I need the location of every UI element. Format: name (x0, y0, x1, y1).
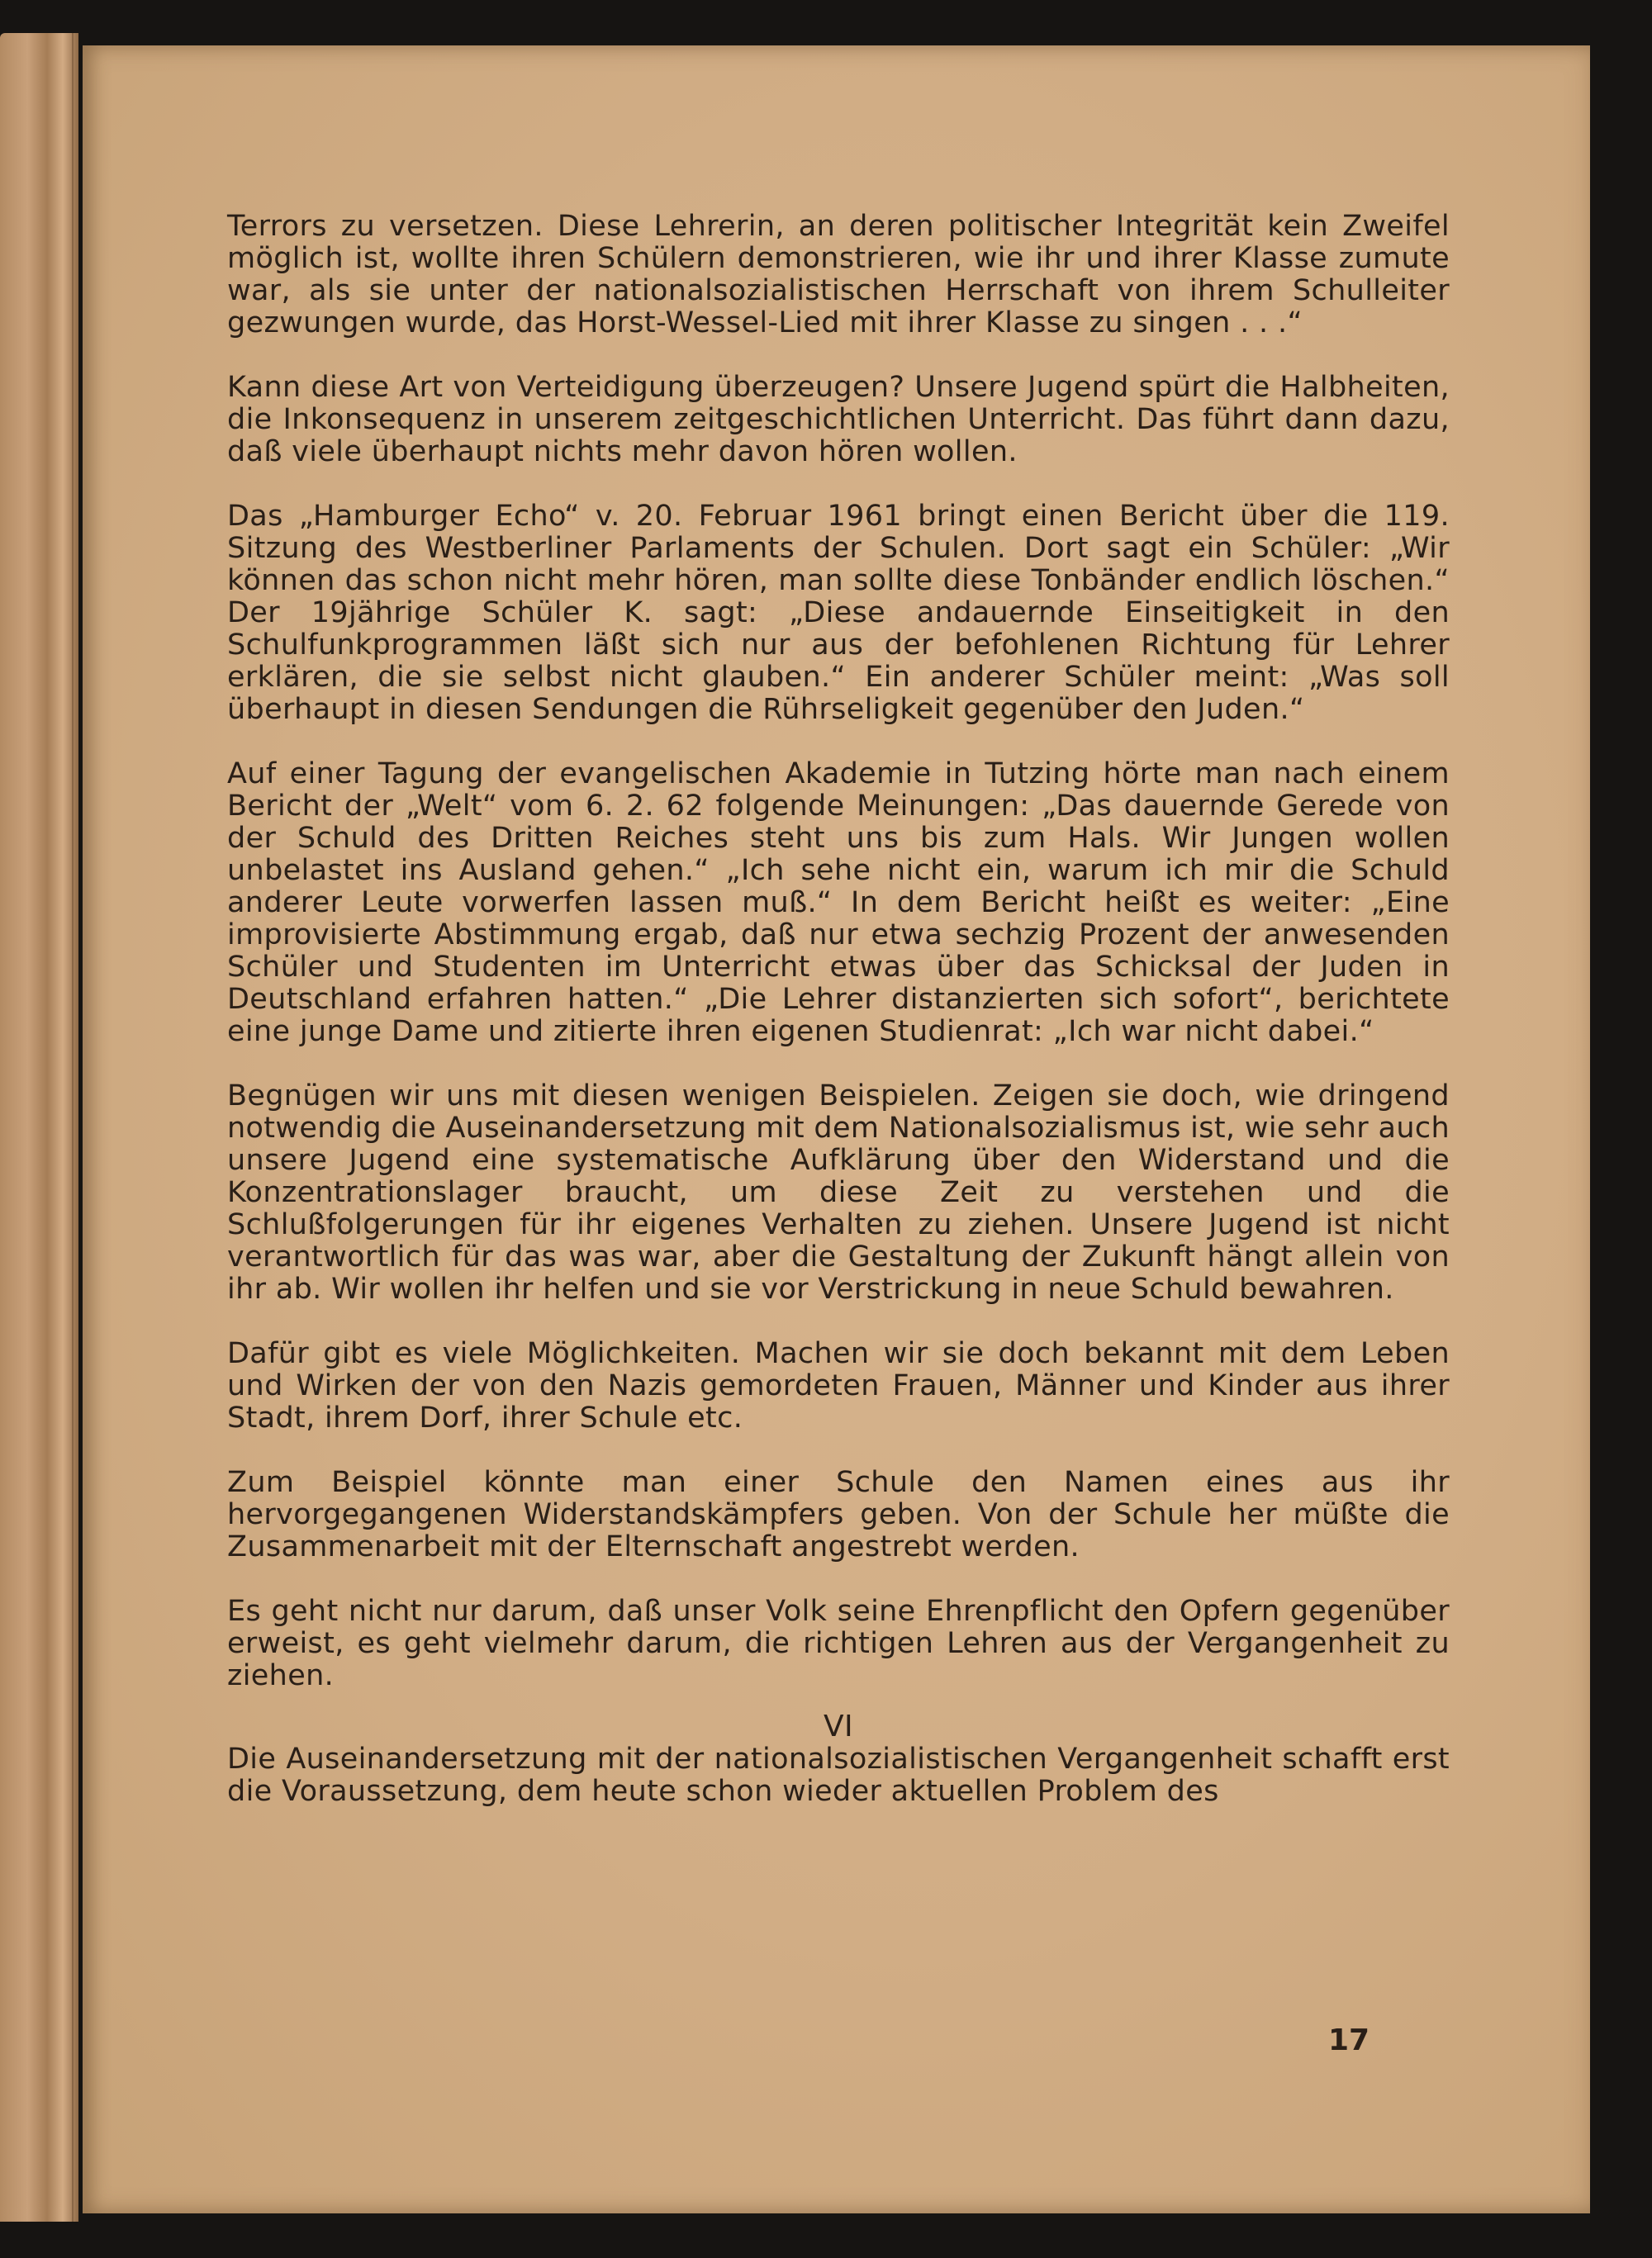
paragraph: Es geht nicht nur darum, daß unser Volk seine Ehrenpflicht den Opfern gegenüber erweist, es geht vielmehr darum, die richtigen Lehren aus der Vergangenheit zu ziehen. (227, 1595, 1450, 1692)
paragraph: Begnügen wir uns mit diesen wenigen Beispielen. Zeigen sie doch, wie dringend notwendig die Auseinandersetzung mit dem Nationalsozialismus ist, wie sehr auch unsere Jugend eine systematische Aufklärung über den Widerstand und die Konzentrationslager braucht, um diese Zeit zu verstehen und die Schlußfolgerungen für ihr eigenes Verhalten zu ziehen. Unsere Jugend ist nicht verantwortlich für das was war, aber die Gestaltung der Zukunft hängt allein von ihr ab. Wir wollen ihr helfen und sie vor Verstrickung in neue Schuld bewahren. (227, 1079, 1450, 1306)
page-number: 17 (1328, 2023, 1370, 2057)
body-text (227, 211, 1450, 1808)
book-spine-edge (0, 33, 78, 2222)
paragraph: Zum Beispiel könnte man einer Schule den Namen eines aus ihr hervorgegangenen Widerstandskämpfers geben. Von der Schule her müßte die Zusammenarbeit mit der Elternschaft angestrebt werden. (227, 1466, 1450, 1563)
paragraph: Terrors zu versetzen. Diese Lehrerin, an deren politischer Integrität kein Zweifel möglich ist, wollte ihren Schülern demonstrieren, wie ihr und ihrer Klasse zumute war, als sie unter der nationalsozialistischen Herrschaft von ihrem Schulleiter gezwungen wurde, das Horst-Wessel-Lied mit ihrer Klasse zu singen . . .“ (227, 210, 1450, 339)
section-heading: VI (824, 1710, 853, 1743)
paragraph: Auf einer Tagung der evangelischen Akademie in Tutzing hörte man nach einem Bericht der „Welt“ vom 6. 2. 62 folgende Meinungen: „Das dauernde Gerede von der Schuld des Dritten Reiches steht uns bis zum Hals. Wir Jungen wollen unbelastet ins Ausland gehen.“ „Ich sehe nicht ein, warum ich mir die Schuld anderer Leute vorwerfen lassen muß.“ In dem Bericht heißt es weiter: „Eine improvisierte Abstimmung ergab, daß nur etwa sechzig Prozent der anwesenden Schüler und Studenten im Unterricht etwas über das Schicksal der Juden in Deutschland erfahren hatten.“ „Die Lehrer distanzierten sich sofort“, berichtete eine junge Dame und zitierte ihren eigenen Studienrat: „Ich war nicht dabei.“ (227, 757, 1450, 1048)
paragraph: Dafür gibt es viele Möglichkeiten. Machen wir sie doch bekannt mit dem Leben und Wirken der von den Nazis gemordeten Frauen, Männer und Kinder aus ihrer Stadt, ihrem Dorf, ihrer Schule etc. (227, 1337, 1450, 1435)
closing-paragraph: Die Auseinandersetzung mit der nationalsozialistischen Vergangenheit schafft erst die Voraussetzung, dem heute schon wieder aktuellen Problem des (227, 1743, 1450, 1808)
paragraph: Kann diese Art von Verteidigung überzeugen? Unsere Jugend spürt die Halbheiten, die Inkonsequenz in unserem zeitgeschichtlichen Unterricht. Das führt dann dazu, daß viele überhaupt nichts mehr davon hören wollen. (227, 371, 1450, 468)
paragraph: Das „Hamburger Echo“ v. 20. Februar 1961 bringt einen Bericht über die 119. Sitzung des Westberliner Parlaments der Schulen. Dort sagt ein Schüler: „Wir können das schon nicht mehr hören, man sollte diese Tonbänder endlich löschen.“ Der 19jährige Schüler K. sagt: „Diese andauernde Einseitigkeit in den Schulfunkprogrammen läßt sich nur aus der befohlenen Richtung für Lehrer erklären, die sie selbst nicht glauben.“ Ein anderer Schüler meint: „Was soll überhaupt in diesen Sendungen die Rührseligkeit gegenüber den Juden.“ (227, 500, 1450, 726)
book-page (83, 45, 1590, 2213)
